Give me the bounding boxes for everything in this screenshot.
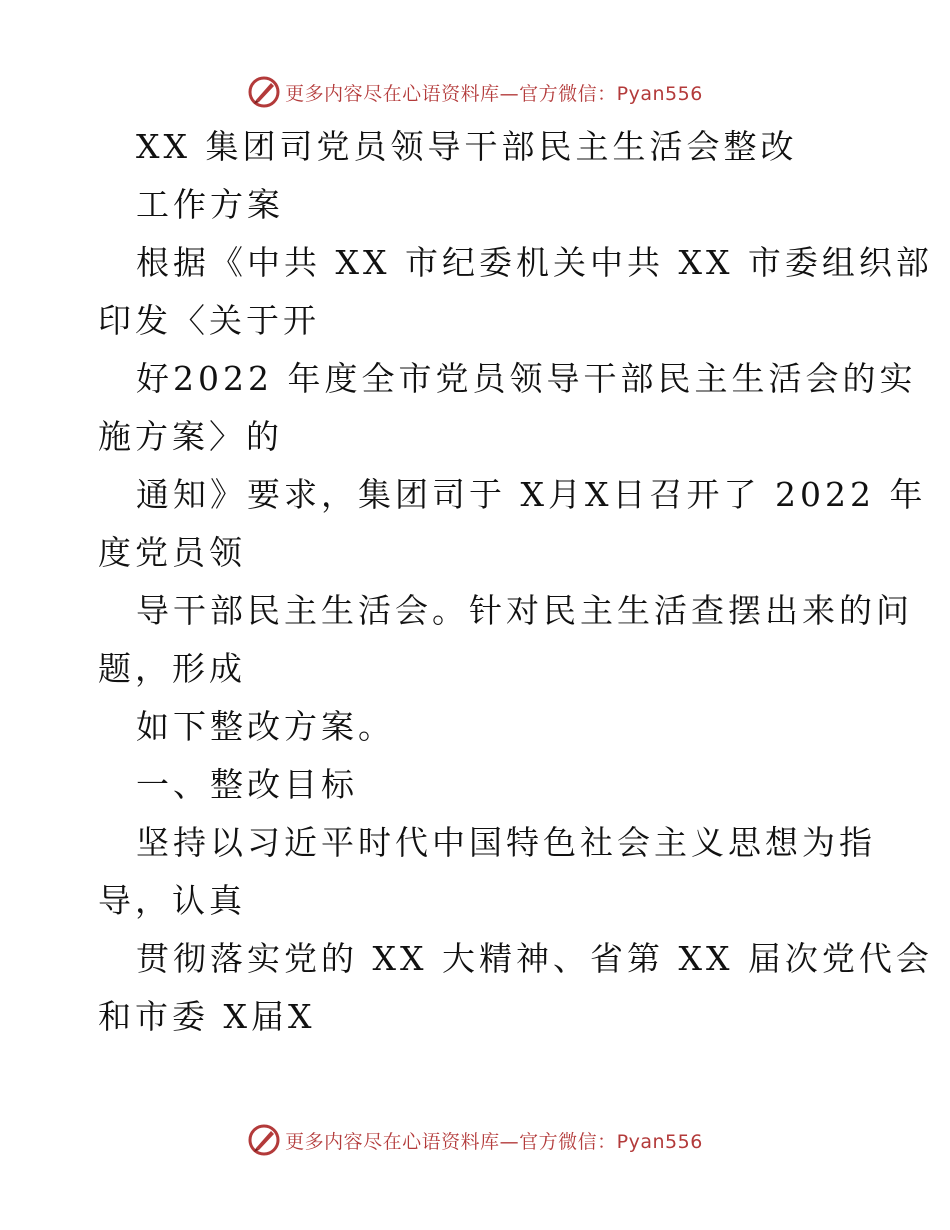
paragraph-line: 和市委 X届X [98, 997, 316, 1036]
quill-pen-logo-icon [247, 1123, 281, 1157]
paragraph-line: 印发〈关于开 [98, 301, 320, 340]
paragraph-line: 贯彻落实党的 XX 大精神、省第 XX 届次党代会 [136, 939, 933, 978]
document-body [98, 118, 933, 1046]
paragraph-line: 坚持以习近平时代中国特色社会主义思想为指 [136, 823, 876, 862]
footer-watermark-banner [0, 1120, 950, 1160]
paragraph-line: 好2022 年度全市党员领导干部民主生活会的实 [136, 359, 917, 398]
quill-pen-logo-icon [247, 75, 281, 109]
paragraph-line: 如下整改方案。 [136, 707, 395, 746]
paragraph-line: 题，形成 [98, 649, 246, 688]
paragraph-line: 度党员领 [98, 533, 246, 572]
watermark-text: 更多内容尽在心语资料库—官方微信：Pyan556 [285, 82, 703, 105]
document-title: XX 集团司党员领导干部民主生活会整改 [136, 127, 798, 166]
paragraph-line: 通知》要求，集团司于 X月X日召开了 2022 年 [136, 475, 927, 514]
header-watermark-banner [0, 72, 950, 112]
document-title-continued: 工作方案 [136, 185, 284, 224]
paragraph-line: 根据《中共 XX 市纪委机关中共 XX 市委组织部 [136, 243, 933, 282]
paragraph-line: 导，认真 [98, 881, 246, 920]
paragraph-line: 导干部民主生活会。针对民主生活查摆出来的问 [136, 591, 913, 630]
watermark-text: 更多内容尽在心语资料库—官方微信：Pyan556 [285, 1130, 703, 1153]
section-heading: 一、整改目标 [136, 765, 358, 804]
paragraph-line: 施方案〉的 [98, 417, 283, 456]
